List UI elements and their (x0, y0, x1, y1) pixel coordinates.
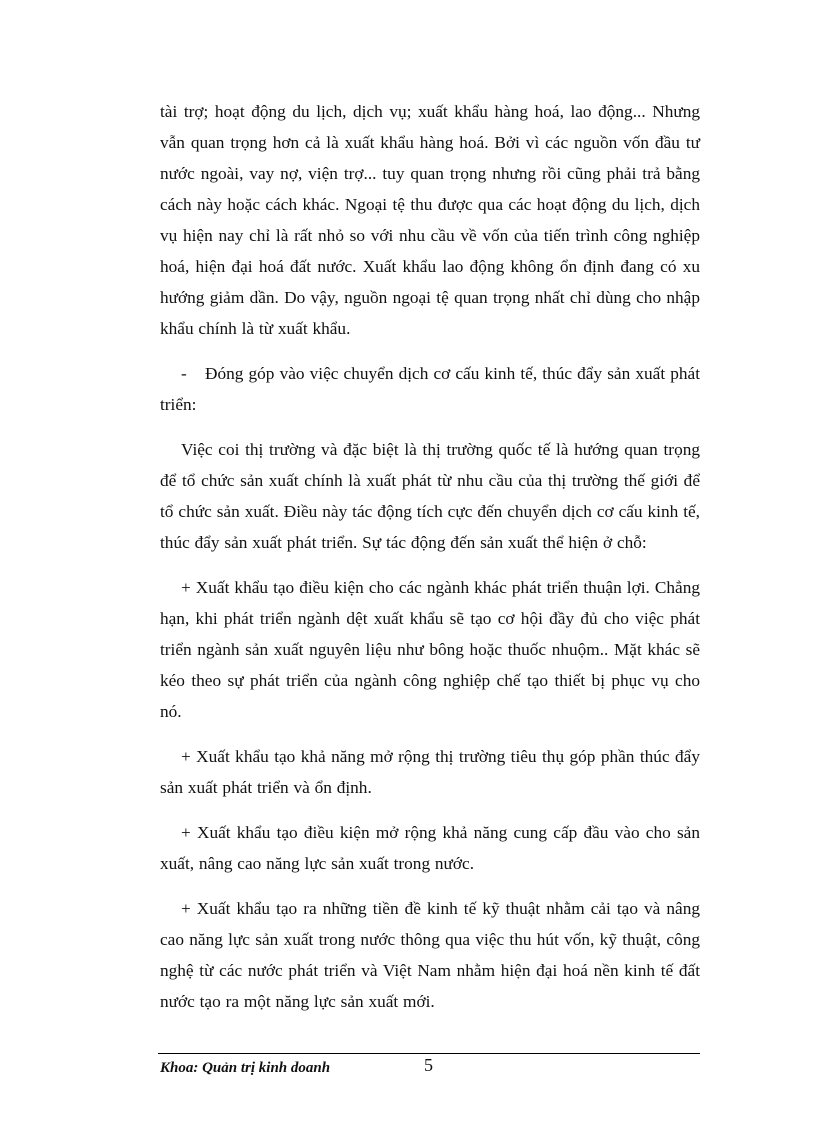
footer-rule (158, 1053, 700, 1054)
dash-item-text: Đóng góp vào việc chuyển dịch cơ cấu kinh tế, thúc đẩy sản xuất phát triển: (160, 364, 700, 414)
plus-item-technical-premises: + Xuất khẩu tạo ra những tiền đề kinh tế kỹ thuật nhằm cải tạo và nâng cao năng lực sản xuất trong nước thông qua việc thu hút vốn, kỹ thuật, công nghệ từ các nước phát triển và Việt Nam nhằm hiện đại hoá nền kinh tế đất nước tạo ra một năng lực sản xuất mới. (160, 899, 700, 1011)
plus-item-other-industries: + Xuất khẩu tạo điều kiện cho các ngành khác phát triển thuận lợi. Chẳng hạn, khi phát triển ngành dệt xuất khẩu sẽ tạo cơ hội đầy đủ cho việc phát triển ngành sản xuất nguyên liệu như bông hoặc thuốc nhuộm.. Mặt khác sẽ kéo theo sự phát triển của ngành công nghiệp chế tạo thiết bị phục vụ cho nó. (160, 578, 700, 721)
paragraph-market-orientation: Việc coi thị trường và đặc biệt là thị trường quốc tế là hướng quan trọng để tổ chức sản xuất chính là xuất phát từ nhu cầu của thị trường thế giới để tổ chức sản xuất. Điều này tác động tích cực đến chuyển dịch cơ cấu kinh tế, thúc đẩy sản xuất phát triển. Sự tác động đến sản xuất thể hiện ở chỗ: (160, 440, 700, 552)
paragraph-continuation: tài trợ; hoạt động du lịch, dịch vụ; xuất khẩu hàng hoá, lao động... Nhưng vẫn quan trọng hơn cả là xuất khẩu hàng hoá. Bởi vì các nguồn vốn đầu tư nước ngoài, vay nợ, viện trợ... tuy quan trọng nhưng rồi cũng phải trả bằng cách này hoặc cách khác. Ngoại tệ thu được qua các hoạt động du lịch, dịch vụ hiện nay chỉ là rất nhỏ so với nhu cầu về vốn của tiến trình công nghiệp hoá, hiện đại hoá đất nước. Xuất khẩu lao động không ổn định đang có xu hướng giảm dần. Do vậy, nguồn ngoại tệ quan trọng nhất chỉ dùng cho nhập khẩu chính là từ xuất khẩu. (160, 102, 700, 338)
footer-faculty: Khoa: Quản trị kinh doanh (160, 1060, 331, 1076)
page-body (160, 96, 700, 1017)
dash-list-item (160, 358, 700, 420)
plus-item-market-expansion: + Xuất khẩu tạo khả năng mở rộng thị trường tiêu thụ góp phần thúc đẩy sản xuất phát triển và ổn định. (160, 747, 700, 797)
page-number: 5 (424, 1055, 433, 1075)
dash-marker: - (181, 364, 187, 383)
plus-item-input-supply: + Xuất khẩu tạo điều kiện mở rộng khả năng cung cấp đầu vào cho sản xuất, nâng cao năng lực sản xuất trong nước. (160, 823, 700, 873)
